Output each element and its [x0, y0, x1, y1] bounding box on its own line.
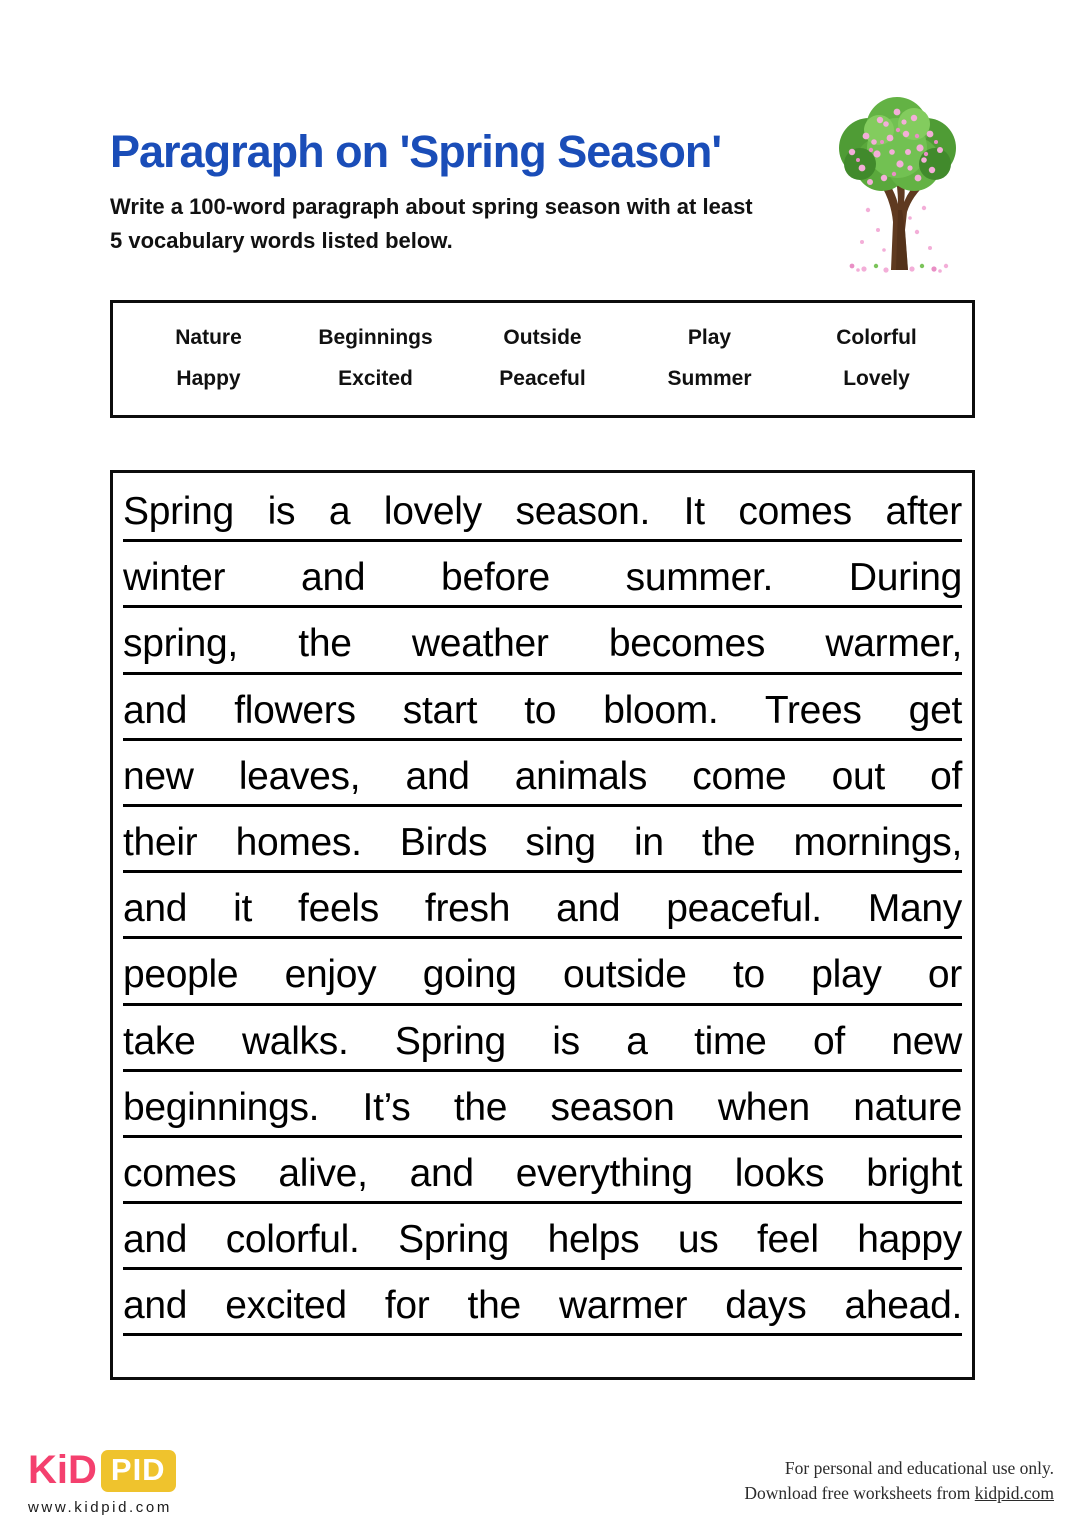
vocab-word-peaceful: Peaceful: [499, 366, 586, 390]
vocab-word-happy: Happy: [176, 366, 241, 390]
logo-pid-badge: PID: [101, 1450, 176, 1492]
footer-note-line-1: For personal and educational use only.: [784, 1458, 1054, 1478]
kidpid-logo: [28, 1448, 248, 1516]
instructions: [110, 190, 810, 258]
footer-note-line-2: [574, 1481, 1054, 1506]
paragraph-line: spring, the weather becomes warmer,: [123, 608, 962, 674]
vocab-word-outside: Outside: [503, 325, 582, 349]
paragraph-line: and excited for the warmer days ahead.: [123, 1270, 962, 1336]
vocab-word-beginnings: Beginnings: [318, 325, 433, 349]
footer-note-line-2-text: Download free worksheets from: [744, 1483, 975, 1504]
vocabulary-box: [110, 300, 975, 418]
paragraph-line: comes alive, and everything looks bright: [123, 1138, 962, 1204]
logo-kid-text: KiD: [28, 1448, 97, 1492]
vocab-word-play: Play: [687, 325, 732, 349]
header: [110, 126, 810, 258]
paragraph-line: Spring is a lovely season. It comes after: [123, 476, 962, 542]
paragraph-line: people enjoy going outside to play or: [123, 939, 962, 1005]
paragraph-answer-box: [110, 470, 975, 1380]
paragraph-line: winter and before summer. During: [123, 542, 962, 608]
vocab-word-nature: Nature: [175, 325, 242, 349]
vocab-word-excited: Excited: [338, 366, 413, 390]
vocab-word-lovely: Lovely: [843, 366, 910, 390]
paragraph-line: take walks. Spring is a time of new: [123, 1006, 962, 1072]
paragraph-line: beginnings. It’s the season when nature: [123, 1072, 962, 1138]
page-title: Paragraph on 'Spring Season': [110, 126, 722, 177]
spring-tree-illustration: [822, 90, 974, 274]
paragraph-line: and it feels fresh and peaceful. Many: [123, 873, 962, 939]
paragraph-line: and colorful. Spring helps us feel happy: [123, 1204, 962, 1270]
paragraph-line: and flowers start to bloom. Trees get: [123, 675, 962, 741]
instructions-line-1: Write a 100-word paragraph about spring season with at least: [110, 194, 753, 219]
logo-website-url: www.kidpid.com: [28, 1499, 172, 1516]
paragraph-line: new leaves, and animals come out of: [123, 741, 962, 807]
instructions-line-2: 5 vocabulary words listed below.: [110, 228, 453, 254]
footer-note: [574, 1456, 1054, 1507]
paragraph-line: their homes. Birds sing in the mornings,: [123, 807, 962, 873]
vocab-word-colorful: Colorful: [836, 325, 917, 349]
vocab-word-summer: Summer: [667, 366, 752, 390]
kidpid-link[interactable]: kidpid.com: [974, 1483, 1054, 1504]
spring-tree-icon: [822, 90, 974, 274]
